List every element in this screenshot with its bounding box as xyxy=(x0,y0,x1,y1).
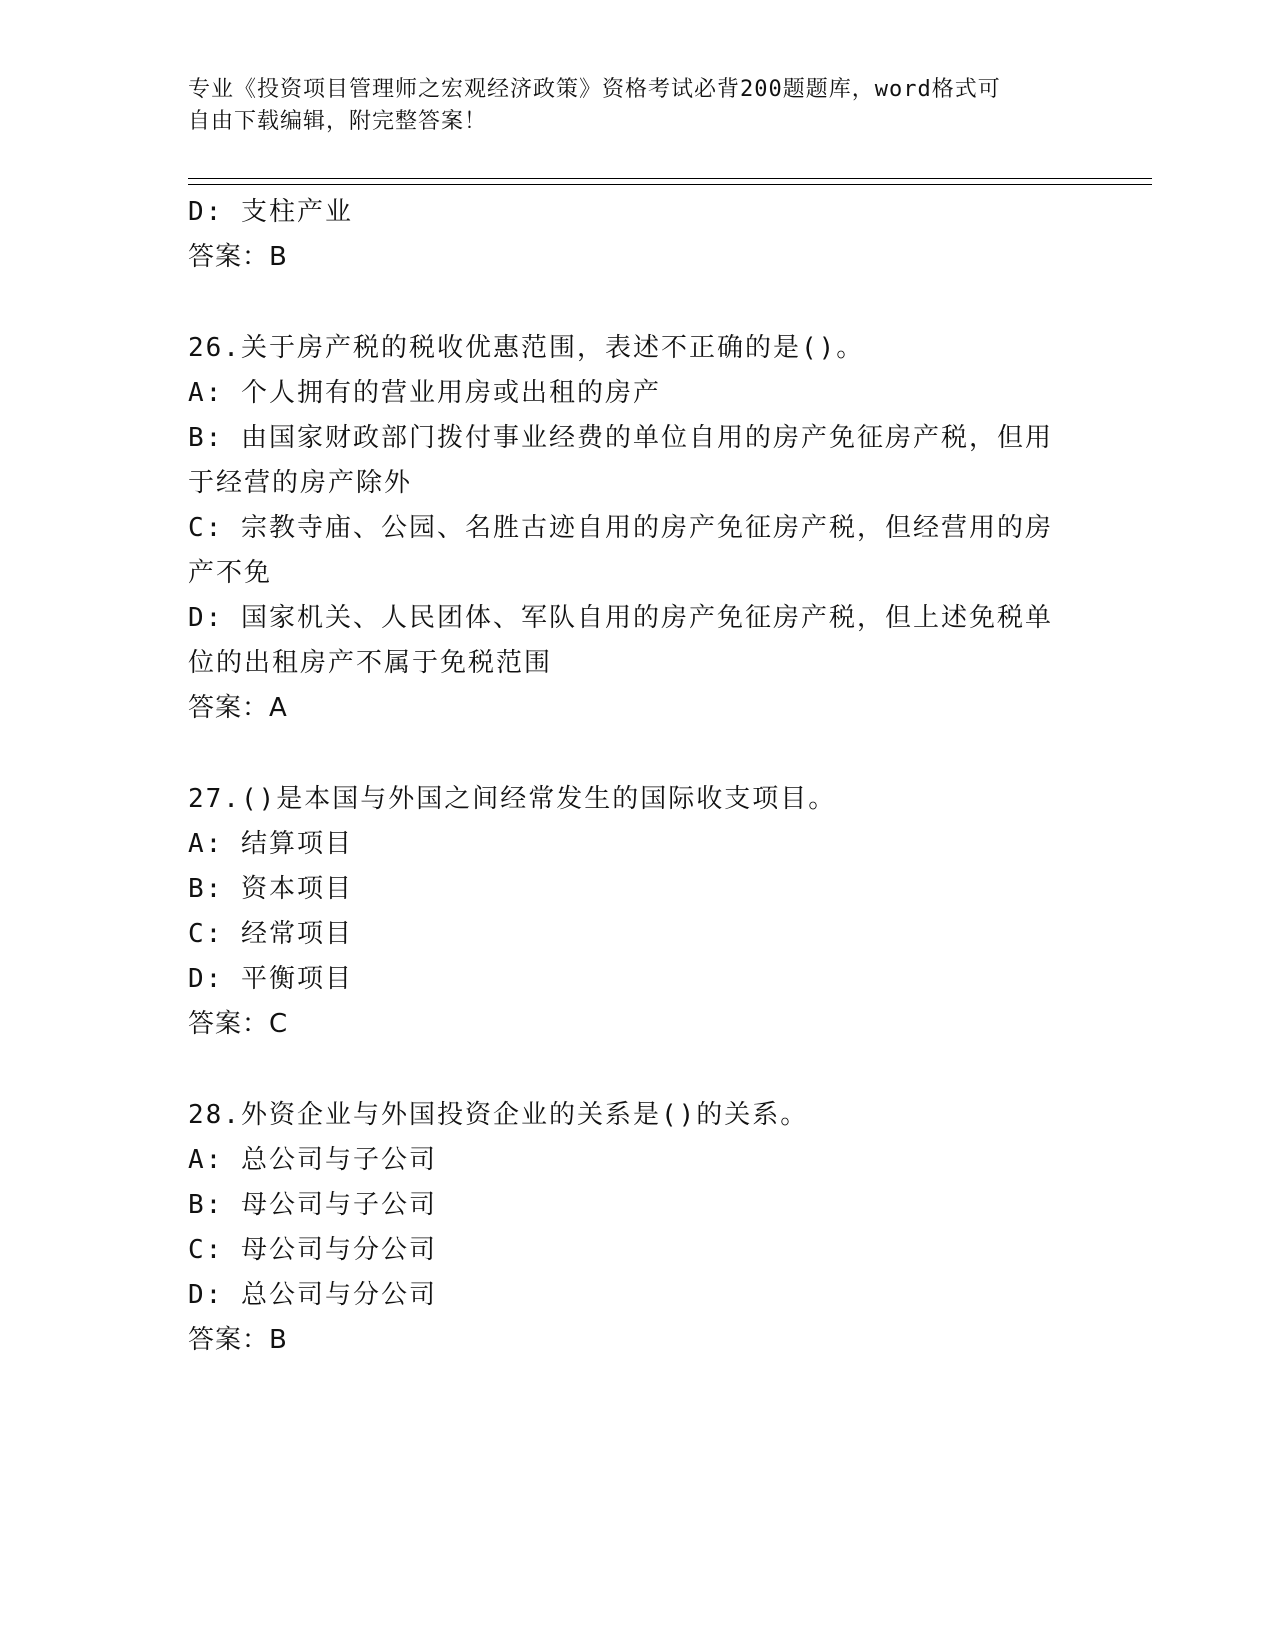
option-d: D: 总公司与分公司 xyxy=(188,1280,437,1310)
answer: 答案：C xyxy=(188,1009,289,1039)
option-a: A: 个人拥有的营业用房或出租的房产 xyxy=(188,378,661,408)
option-d-continued: 位的出租房产不属于免税范围 xyxy=(188,648,553,678)
question-content xyxy=(188,190,1088,1363)
previous-question-tail xyxy=(188,190,1088,280)
question-28 xyxy=(188,1093,1088,1363)
question-stem: 28.外资企业与外国投资企业的关系是()的关系。 xyxy=(188,1100,809,1130)
question-stem: 27.()是本国与外国之间经常发生的国际收支项目。 xyxy=(188,784,837,814)
option-d: D: 平衡项目 xyxy=(188,964,353,994)
option-b: B: 资本项目 xyxy=(188,874,353,904)
option-c: C: 母公司与分公司 xyxy=(188,1235,437,1265)
question-27 xyxy=(188,777,1088,1047)
option-d: D: 支柱产业 xyxy=(188,197,353,227)
option-b: B: 由国家财政部门拨付事业经费的单位自用的房产免征房产税，但用 xyxy=(188,423,1053,453)
header-divider-top xyxy=(188,178,1152,179)
option-a: A: 总公司与子公司 xyxy=(188,1145,437,1175)
question-26 xyxy=(188,326,1088,731)
header-line-2: 自由下载编辑，附完整答案！ xyxy=(188,109,488,134)
header-line-1: 专业《投资项目管理师之宏观经济政策》资格考试必背200题题库，word格式可 xyxy=(188,77,1001,102)
option-c: C: 宗教寺庙、公园、名胜古迹自用的房产免征房产税，但经营用的房 xyxy=(188,513,1053,543)
answer: 答案：A xyxy=(188,693,288,723)
answer: 答案：B xyxy=(188,242,288,272)
option-c-continued: 产不免 xyxy=(188,558,273,588)
document-header xyxy=(188,74,1078,138)
option-d: D: 国家机关、人民团体、军队自用的房产免征房产税，但上述免税单 xyxy=(188,603,1053,633)
option-b: B: 母公司与子公司 xyxy=(188,1190,437,1220)
option-a: A: 结算项目 xyxy=(188,829,353,859)
option-c: C: 经常项目 xyxy=(188,919,353,949)
answer: 答案：B xyxy=(188,1325,288,1355)
question-stem: 26.关于房产税的税收优惠范围，表述不正确的是()。 xyxy=(188,333,865,363)
header-divider-bottom xyxy=(188,184,1152,185)
option-b-continued: 于经营的房产除外 xyxy=(188,468,413,498)
